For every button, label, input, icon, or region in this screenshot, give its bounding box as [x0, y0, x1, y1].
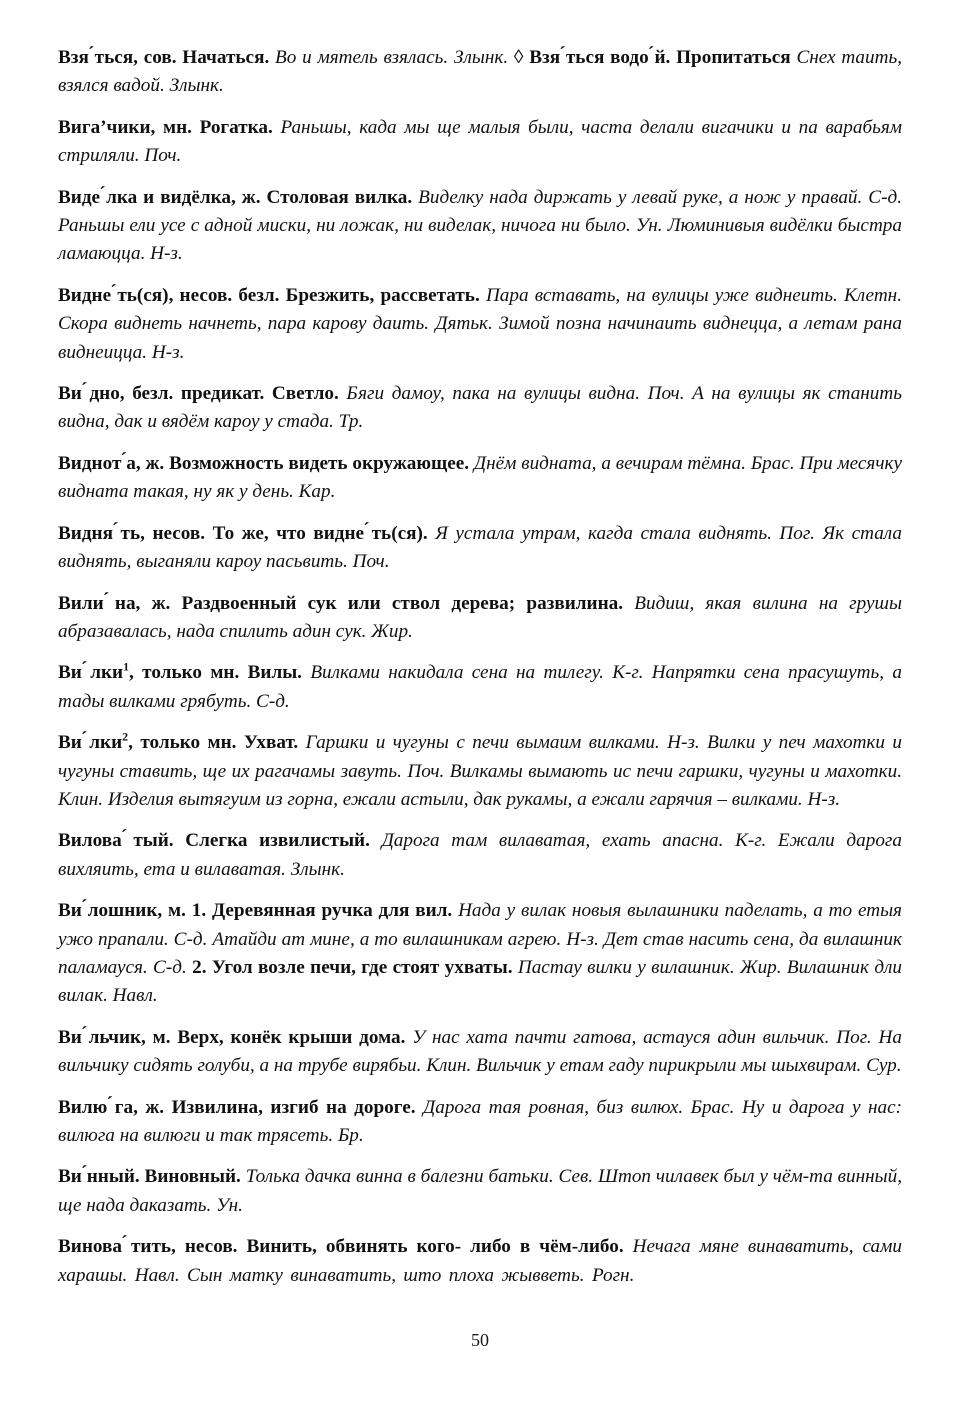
entry-headword: Видня ́ть, несов. То же, что видне ́ть(ся). [58, 522, 428, 544]
entry-illustration: Гаршки и чугуны с печи вымаим вилками. Н-з. Вилки у печ махотки и чугуны ставить, ще их рагачамы завуть. Поч. Вилкамы вымають ис печи гаршки, чугуны и махотки. Клин. Изделия вытягуим из горна, ежали астыли, дак рукамы, а ежали гарячия – вилками. Н-з. [58, 732, 903, 810]
entry-headword: Вили ́на, ж. Раздвоенный сук или ствол дерева; развилина. [58, 592, 624, 614]
entry-headword: Ви ́лки [58, 732, 123, 754]
entry-headword: Видне ́ть(ся), несов. безл. Брезжить, рассветать. [58, 284, 480, 306]
entry-illustration: Вилками накидала сена на тилегу. К-г. Напрятки сена прасушуть, а тады вилками грябуть. С-д. [58, 662, 903, 712]
entry-headword: Виднот ́а, ж. Возможность видеть окружающее. [58, 452, 470, 474]
dictionary-entry [58, 1024, 902, 1081]
sense-definition: Деревянная ручка для вил. [206, 900, 453, 922]
dictionary-entry [58, 827, 902, 884]
entry-headword: Винова ́тить, несов. Винить, обвинять кого- либо в чём-либо. [58, 1236, 624, 1258]
lozenge-icon: ◊ [513, 47, 524, 68]
dictionary-entry [58, 729, 902, 814]
entry-subheadword: Взя ́ться водо ́й. Пропитаться [523, 47, 791, 68]
entry-illustration: Видиш, якая вилина на грушы абразавалась, нада спилить адин сук. Жир. [58, 592, 902, 642]
dictionary-entry [58, 282, 902, 367]
dictionary-entry [58, 44, 902, 101]
entry-illustration: Нечага мяне винаватить, сами харашы. Навл. Сын матку винаватить, што плоха жывветь. Рогн. [58, 1236, 902, 1286]
sense-definition: Угол возле печи, где стоят ухваты. [206, 956, 513, 978]
sense-number: 2. [192, 956, 207, 978]
entry-illustration: Днём видната, а вечирам тёмна. Брас. При месячку видната такая, ну як у день. Кар. [58, 452, 902, 503]
sense-number: 1. [191, 900, 207, 922]
homograph-superscript: 2 [122, 729, 129, 744]
entry-headword: Взя ́ться, сов. Начаться. [58, 47, 270, 68]
entry-illustration: Дарога тая ровная, биз вилюх. Брас. Ну и дарога у нас: вилюга на вилюги и так трясеть. Бр. [58, 1096, 903, 1146]
entry-illustration: Снех таить, взялся вадой. Злынк. [58, 47, 902, 97]
entry-illustration: Толька дачка винна в балезни батьки. Сев. Штоп чилавек был у чём-та винный, ще нада даказать. Ун. [58, 1166, 903, 1216]
entry-headword: Ви ́лошник, м. [58, 900, 192, 922]
entry-headword: Ви ́нный. Виновный. [58, 1166, 241, 1188]
entry-illustration: Пара вставать, на вулицы уже виднеить. Клетн. Скора виднеть начнеть, пара карову даить. Дятьк. Зимой позна начинаить виднецца, а летам рана виднеицца. Н-з. [58, 284, 902, 363]
dictionary-entry [58, 659, 902, 716]
dictionary-entry [58, 184, 902, 269]
dictionary-entry [58, 114, 902, 171]
entry-headword: Ви ́льчик, м. Верх, конёк крыши дома. [58, 1026, 406, 1048]
entry-headword: Вига’чики, мн. Рогатка. [58, 116, 273, 138]
entry-headword: Ви ́лки [58, 662, 124, 684]
page-number: 50 [471, 1330, 489, 1350]
homograph-superscript: 1 [123, 659, 130, 674]
entry-illustration: Пастау вилки у вилашник. Жир. Вилашник дли вилак. Навл. [58, 956, 902, 1007]
entry-headword: Вилова ́тый. Слегка извилистый. [58, 830, 370, 852]
dictionary-entry [58, 590, 902, 647]
dictionary-page-body [58, 44, 902, 1284]
entry-illustration: Дарога там вилаватая, ехать апасна. К-г. Ежали дарога вихляить, ета и вилаватая. Злынк. [58, 830, 903, 880]
dictionary-entry [58, 1233, 902, 1290]
entry-illustration: Виделку нада диржать у левай руке, а нож у правай. С-д. Раньшы ели усе с адной миски, ни ложак, ни виделак, ничога ни было. Ун. Люминивыя видёлки быстра ламаюцца. Н-з. [58, 186, 902, 265]
entry-illustration: Бяги дамоу, пака на вулицы видна. Поч. А на вулицы як станить видна, дак и вядём кароу у стада. Тр. [58, 383, 902, 433]
dictionary-entry [58, 1163, 902, 1220]
entry-headword-tail: , только мн. Ухват. [128, 732, 299, 754]
entry-illustration: У нас хата пачти гатова, астауся адин вильчик. Пог. На вильчику сидять голуби, а на трубе вирябьи. Клин. Вильчик у етам гаду пирикрыли мы шыхвирам. Сур. [58, 1026, 902, 1077]
entry-illustration: Я устала утрам, кагда стала виднять. Пог. Як стала виднять, выганяли кароу пасьвить. Поч. [58, 522, 902, 573]
dictionary-entry [58, 897, 902, 1011]
entry-headword-tail: , только мн. Вилы. [129, 662, 302, 684]
entry-illustration: Нада у вилак новыя вылашники паделать, а то етыя ужо прапали. С-д. Атайди ат мине, а то вилашникам агрею. Н-з. Дет став насить сена, да вилашник паламауся. С-д. [58, 900, 902, 978]
dictionary-entry [58, 380, 902, 437]
entry-illustration: Во и мятель взялась. Злынк. [269, 47, 514, 68]
entry-illustration: Раньшы, када мы ще малыя были, часта делали вигачики и па варабьям стриляли. Поч. [58, 116, 902, 167]
entry-headword: Виде ́лка и видёлка, ж. Столовая вилка. [58, 186, 413, 208]
entry-headword: Ви ́дно, безл. предикат. Светло. [58, 383, 339, 405]
dictionary-entry [58, 1094, 902, 1151]
dictionary-entry [58, 450, 902, 507]
dictionary-entry [58, 520, 902, 577]
entry-headword: Вилю ́га, ж. Извилина, изгиб на дороге. [58, 1096, 416, 1118]
